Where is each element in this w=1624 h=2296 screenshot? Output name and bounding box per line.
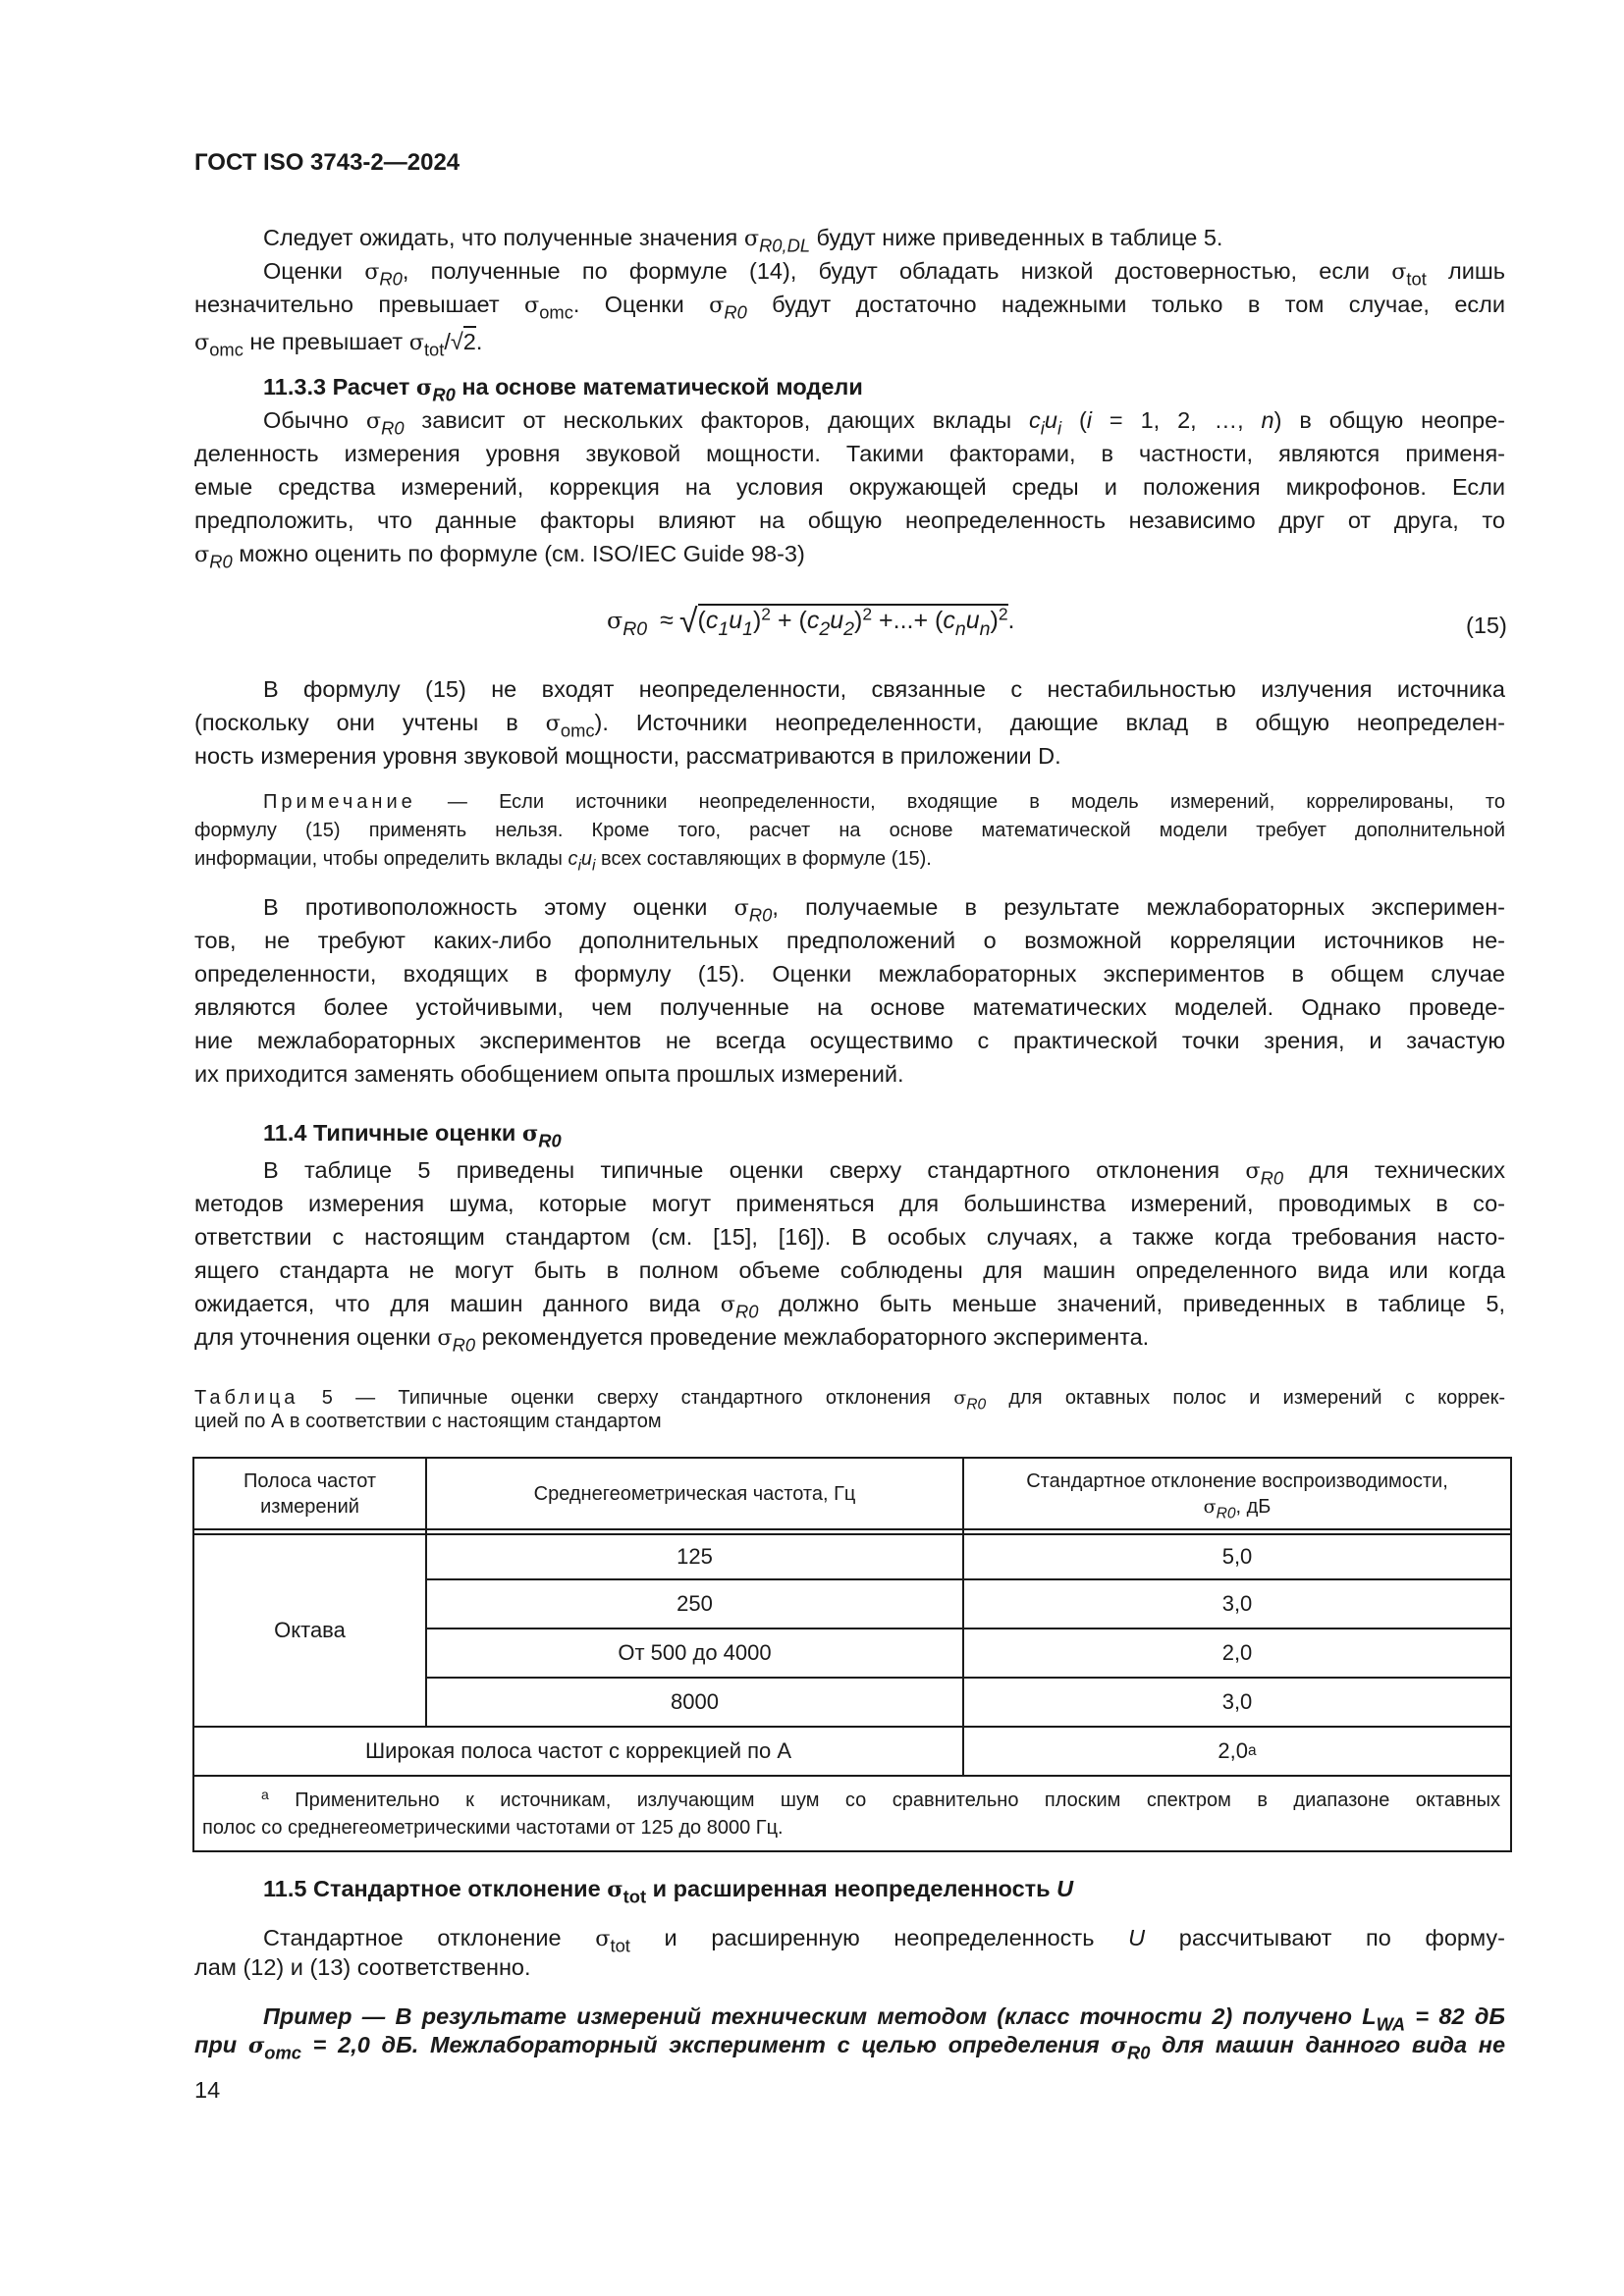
text-line [194,2031,1506,2063]
text-run: ответствии с настоящим стандартом (см. [15], [16]). В особых случаях, а также когда требования насто- [194,1224,1505,1250]
text-line [263,1924,1505,1956]
formula-term3-u: u [965,607,980,634]
text-run: цией по А в соответствии с настоящим стандартом [194,1411,662,1432]
text-line [194,1223,1505,1251]
text-run: В формулу (15) не входят неопределенности, связанные с нестабильностью излучения источника [263,676,1505,702]
text-line [194,440,1505,467]
subscript: R0 [735,1301,759,1322]
text-run: определенности, входящих в формулу (15). Оценки межлабораторных экспериментов в общем случае [194,961,1505,987]
note-line [194,1410,1505,1433]
table-5 [192,1457,1512,1852]
table-header-band [194,1459,425,1528]
subscript: i [592,857,596,875]
sigma-symbol: σ [720,1292,736,1317]
note-line [194,847,1505,875]
text-line [194,960,1505,988]
note-line [194,819,1505,842]
table-cell-value: 3,0 [1221,1591,1253,1616]
formula-end-period: . [1007,607,1015,634]
subscript: R0 [1126,2042,1151,2063]
text-run: , получаемые в результате межлабораторных эксперимен- [772,894,1505,920]
subscript: omc [264,2042,301,2063]
formula-term2-c: c [806,607,820,634]
text-run: = 2,0 дБ. Межлабораторный эксперимент с целью определения [300,2032,1111,2057]
page-number: 14 [194,2077,221,2103]
text-run: рассчитывают по форму- [1145,1925,1505,1950]
formula-number: (15) [1466,613,1507,638]
subscript: R0 [538,1130,562,1151]
text-run: и расширенную неопределенность [629,1925,1129,1950]
sqrt-icon: √ [678,603,698,640]
table-footnote-line1 [202,1787,1500,1814]
section-heading [263,1875,1505,1907]
table-row-rule [194,1775,1510,1777]
section-heading [263,373,1505,405]
subscript: R0 [432,384,456,405]
italic-variable: U [1056,1876,1074,1901]
subscript: R0 [748,904,773,926]
text-run: (поскольку они учтены в [194,710,546,735]
sigma-symbol: σ [437,1325,453,1351]
text-run: должно быть меньше значений, приведенных в таблице 5, [758,1291,1506,1316]
section-heading [263,1119,1505,1151]
text-run: будут ниже приведенных в таблице 5. [810,225,1223,250]
text-line [194,1323,1505,1356]
text-run: формулу (15) применять нельзя. Кроме того, расчет на основе математической модели требует дополнительной [194,820,1505,841]
text-run: ние межлабораторных экспериментов не всегда осуществимо с практической точки зрения, и зачастую [194,1028,1505,1053]
spaced-label: Примечание [263,791,416,813]
subscript: R0 [724,301,747,323]
text-line [194,927,1505,954]
sigma-symbol: σ [365,408,382,434]
text-run: ожидается, что для машин данного вида [194,1291,721,1316]
table-cell-value: 5,0 [1221,1544,1253,1569]
sigma-symbol: σ [194,542,210,567]
formula-term2-power: 2 [862,604,873,624]
table-cell-frequency: 250 [677,1591,713,1616]
footnote-mark: a [261,1787,269,1802]
text-line [194,1027,1505,1054]
text-run: Обычно [263,407,366,433]
spaced-label: Таблица [194,1387,299,1409]
formula-term1-power: 2 [761,604,772,624]
sigma-symbol: σ [733,895,749,921]
formula-plus: + [777,607,792,634]
text-run: Пример — В результате измерений техническим методом (класс точности 2) получено L [263,2003,1377,2029]
text-run: незначительно превышает [194,292,524,317]
sigma-symbol: σ [1391,259,1407,285]
text-run: емые средства измерений, коррекция на условия окружающей среды и положения микрофонов. Если [194,474,1505,500]
broadband-value: 2,0 [1218,1738,1249,1763]
formula-approx-sign: ≈ [660,607,674,634]
sigma-symbol: σ [545,711,561,736]
text-run: В противоположность этому оценки [263,894,734,920]
text-line [194,328,1505,360]
formula-plus: + [913,607,929,634]
text-run: рекомендуется проведение межлабораторного эксперимента. [475,1324,1150,1350]
text-run: при [194,2032,248,2057]
sigma-symbol: σ [1110,2033,1127,2058]
text-line [263,2002,1505,2035]
sigma-symbol: σ [1203,1495,1217,1518]
text-run: их приходится заменять обобщением опыта прошлых измерений. [194,1061,904,1087]
sigma-symbol: σ [408,330,424,355]
table-cell-frequency: От 500 до 4000 [618,1640,772,1665]
subscript: R0 [209,551,233,572]
sigma-symbol: σ [953,1387,967,1409]
text-run: ) в общую неопре- [1273,407,1505,433]
formula-lhs-subscript: R0 [623,617,648,640]
text-line [194,1953,1505,1981]
text-run: ящего стандарта не могут быть в полном объеме соблюдены для машин определенного вида или когда [194,1257,1505,1283]
text-run: лам (12) и (13) соответственно. [194,1954,531,1980]
text-line [263,224,1505,256]
table-header-deviation-label: Стандартное отклонение воспроизводимости, [1026,1469,1448,1492]
subscript: R0 [1260,1167,1284,1189]
text-run: являются более устойчивыми, чем полученные на основе математических моделей. Однако проведе- [194,994,1505,1020]
sqrt-radicand: 2 [463,326,476,354]
subscript: tot [623,1886,647,1907]
text-run: предположить, что данные факторы влияют на общую неопределенность независимо друг от друга, то [194,507,1505,533]
sigma-symbol: σ [521,1121,539,1147]
text-run: = 1, 2, …, [1092,407,1262,433]
table-header-frequency-label: Среднегеометрическая частота, Гц [533,1482,856,1505]
text-run: на основе математической модели [455,374,863,400]
table-header-band-label: Полоса частот измерений [243,1469,377,1518]
text-run: лишь [1426,258,1505,284]
text-run: информации, чтобы определить вклады [194,848,568,870]
formula-15 [607,603,1015,641]
text-run: не превышает [243,329,409,354]
text-run: будут достаточно надежными только в том случае, если [746,292,1505,317]
formula-radicand: $(c_1u_1)^2 + (c_2u_2)^2$ +...+ $(c_nu_n)^2$ [697,604,1008,640]
text-line [194,742,1505,770]
footnote-text: Применительно к источникам, излучающим шум со сравнительно плоским спектром в диапазоне октавных [268,1789,1500,1811]
table-cell-frequency: 125 [677,1544,713,1569]
formula-term1-c: c [705,607,719,634]
text-run: . Оценки [572,292,710,317]
text-line [263,257,1505,290]
table-header-deviation [964,1459,1510,1528]
text-run: Стандартное отклонение [263,1925,596,1950]
italic-variable: U [1128,1925,1146,1950]
formula-ellipsis: ... [893,607,914,634]
text-run: и расширенная неопределенность [646,1876,1057,1901]
sigma-symbol: σ [194,330,210,355]
formula-term3-power: 2 [998,604,1008,624]
text-run: для октавных полос и измерений с коррек- [986,1387,1505,1409]
text-run: 11.5 Стандартное отклонение [263,1876,608,1901]
italic-variable: n [1261,407,1274,433]
text-line [194,1190,1505,1217]
formula-term2-u: u [830,607,844,634]
sigma-symbol: σ [595,1926,611,1951]
table-cell-value: 2,0 [1221,1640,1253,1665]
text-run: = 82 дБ [1405,2003,1505,2029]
text-line [263,675,1505,703]
document-id-header: ГОСТ ISO 3743-2—2024 [194,149,460,176]
text-run: ( [1061,407,1087,433]
unit-label: , дБ [1235,1495,1272,1518]
text-run: деленность измерения уровня звуковой мощности. Такими факторами, в частности, являются применя- [194,441,1505,466]
text-line [194,291,1505,323]
formula-plus: + [879,607,893,634]
text-line [194,993,1505,1021]
sigma-symbol: σ [524,293,540,318]
italic-variable: u [580,848,593,870]
italic-variable: c [568,848,578,870]
text-run: методов измерения шума, которые могут применяться для большинства измерений, проводимых в со- [194,1191,1505,1216]
sigma-subscript: R0 [1216,1504,1236,1522]
text-line [194,1290,1506,1322]
subscript: R0 [966,1396,987,1414]
sigma-symbol: σ [743,226,760,251]
subscript: WA [1376,2013,1406,2035]
text-line [194,1060,1505,1088]
subscript: i [1040,417,1045,439]
text-run: ность измерения уровня звуковой мощности, рассматриваются в приложении D. [194,743,1061,769]
subscript: i [1056,417,1062,439]
table-footnote-line2: полос со среднегеометрическими частотами от 125 до 8000 Гц. [202,1817,784,1839]
sigma-symbol: σ [1245,1158,1261,1184]
text-line [194,507,1505,534]
text-run: всех составляющих в формуле (15). [595,848,932,870]
text-run: 11.3.3 Расчет [263,374,416,400]
sigma-symbol: σ [364,259,380,285]
subscript: R0 [381,417,405,439]
text-run: Оценки [263,258,365,284]
table-header-frequency [427,1459,962,1528]
formula-term1-c-index: 1 [718,617,730,640]
text-run: 5 — Типичные оценки сверху стандартного отклонения [298,1387,954,1409]
formula-term2-u-index: 2 [843,617,854,640]
formula-term1-u-index: 1 [742,617,753,640]
text-run: . [475,329,483,354]
formula-term2-c-index: 2 [819,617,831,640]
text-line [194,540,1505,572]
text-run: /√ [444,329,463,354]
subscript: R0 [379,268,403,290]
table-header-deviation-symbol [1204,1494,1272,1520]
text-run: для технических [1283,1157,1505,1183]
text-line [263,893,1505,926]
text-line [194,473,1505,501]
text-run: ). Источники неопределенности, дающие вклад в общую неопределен- [594,710,1505,735]
text-run: , полученные по формуле (14), будут обладать низкой достоверностью, если [402,258,1392,284]
text-run: 11.4 Типичные оценки [263,1120,522,1146]
subscript: R0 [452,1334,476,1356]
subscript: tot [423,339,445,360]
table-header-rule-1 [194,1528,1510,1530]
text-run: тов, не требуют каких-либо дополнительных предположений о возможной корреляции источников не- [194,928,1505,953]
table-cell-broadband-label: Широкая полоса частот с коррекцией по А [364,1738,792,1763]
table-footnote [202,1787,1500,1842]
text-line [194,1256,1505,1284]
formula-term3-c: c [943,607,955,634]
subscript: omc [560,720,595,741]
text-run: Следует ожидать, что полученные значения [263,225,744,250]
text-run: для уточнения оценки [194,1324,438,1350]
formula-sigma-symbol: σ [607,607,623,634]
sigma-symbol: σ [247,2033,265,2058]
text-run: зависит от нескольких факторов, дающих вклады [404,407,1030,433]
table-cell-octave: Октава [274,1618,346,1642]
note-line [263,790,1505,814]
subscript: omc [209,339,244,360]
text-run: для машин данного вида не [1150,2032,1506,2057]
subscript: R0,DL [759,235,811,256]
table-cell-frequency: 8000 [671,1689,719,1714]
text-run: В таблице 5 приведены типичные оценки сверху стандартного отклонения [263,1157,1246,1183]
text-line [194,709,1505,741]
formula-term3-u-index: n [979,617,991,640]
subscript: tot [610,1935,630,1956]
table-cell-broadband-value: 2,0 a [1218,1738,1257,1763]
table-cell-value: 3,0 [1221,1689,1253,1714]
text-line [263,406,1505,439]
subscript: omc [539,301,573,323]
italic-variable: i [1086,407,1093,433]
italic-variable: u [1044,407,1057,433]
subscript: i [577,857,581,875]
sigma-symbol: σ [415,375,433,400]
formula-term3-c-index: n [954,617,966,640]
subscript: tot [1406,268,1427,290]
sigma-symbol: σ [709,293,725,318]
sigma-symbol: σ [607,1877,623,1902]
note-line [194,1386,1505,1414]
text-run: — Если источники неопределенности, входящие в модель измерений, коррелированы, то [415,791,1505,813]
text-run: можно оценить по формуле (см. ISO/IEC Guide 98-3) [232,541,805,566]
italic-variable: c [1029,407,1041,433]
text-line [263,1156,1505,1189]
formula-term1-u: u [729,607,743,634]
